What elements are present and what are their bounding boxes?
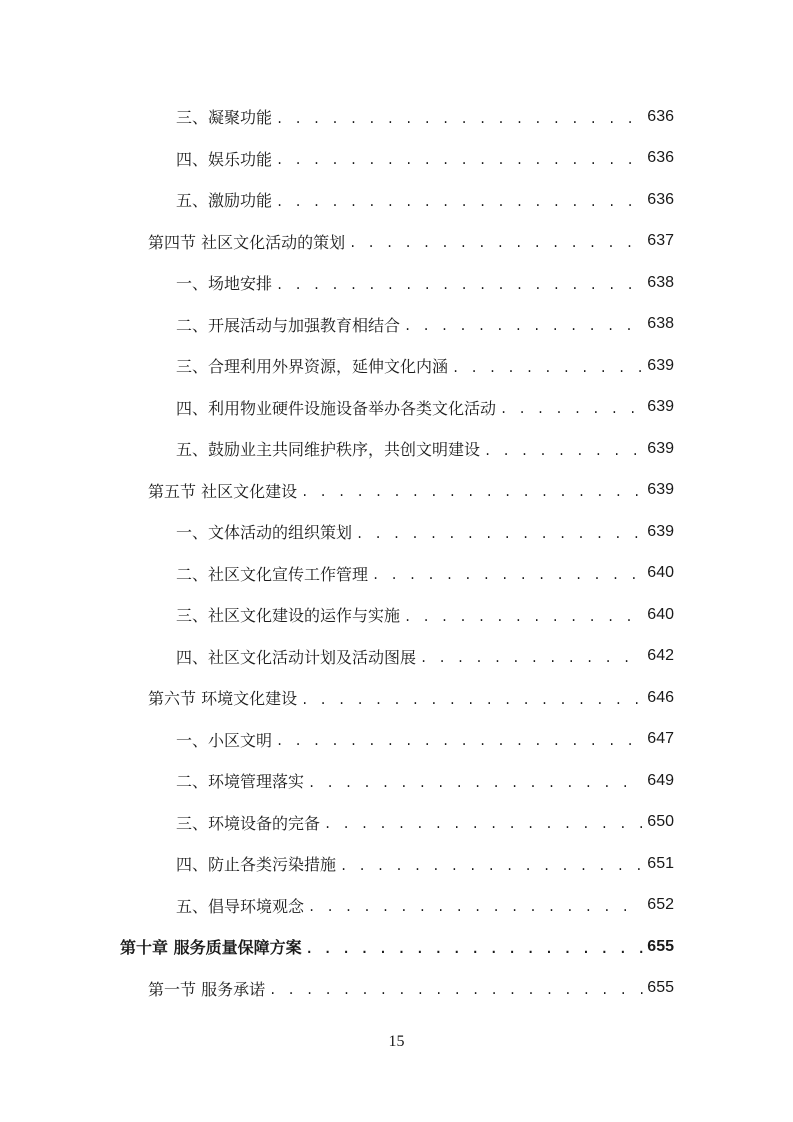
toc-subsection-entry[interactable] <box>0 428 793 470</box>
toc-subsection-entry[interactable] <box>0 636 793 678</box>
toc-entry-page: 649 <box>647 771 674 789</box>
toc-entry-page: 651 <box>647 854 674 872</box>
toc-dot-leader <box>276 110 643 126</box>
toc-entry-page: 652 <box>647 896 674 914</box>
toc-dot-leader <box>404 608 643 624</box>
toc-subsection-entry[interactable] <box>0 262 793 304</box>
toc-dot-leader <box>340 857 643 873</box>
toc-entry-title: 三、凝聚功能 <box>176 108 273 128</box>
toc-entry-title: 三、合理利用外界资源，延伸文化内涵 <box>176 357 449 377</box>
toc-dot-leader <box>276 276 643 292</box>
toc-dot-leader <box>301 483 643 499</box>
toc-subsection-entry[interactable] <box>0 594 793 636</box>
table-of-contents <box>0 96 793 1009</box>
toc-entry-page: 639 <box>647 398 674 416</box>
toc-entry-title: 一、小区文明 <box>176 730 273 750</box>
toc-entry-title: 四、社区文化活动计划及活动图展 <box>176 647 417 667</box>
toc-entry-title: 第十章 服务质量保障方案 <box>120 938 302 958</box>
toc-dot-leader <box>500 400 643 416</box>
toc-subsection-entry[interactable] <box>0 179 793 221</box>
toc-section-entry[interactable] <box>0 470 793 512</box>
toc-dot-leader <box>452 359 643 375</box>
toc-entry-page: 642 <box>647 647 674 665</box>
toc-entry-title: 五、倡导环境观念 <box>176 896 305 916</box>
toc-dot-leader <box>324 815 643 831</box>
toc-dot-leader <box>301 691 643 707</box>
toc-dot-leader <box>420 649 643 665</box>
toc-entry-page: 647 <box>647 730 674 748</box>
toc-entry-title: 一、场地安排 <box>176 274 273 294</box>
toc-entry-page: 639 <box>647 439 674 457</box>
toc-subsection-entry[interactable] <box>0 304 793 346</box>
toc-entry-page: 638 <box>647 315 674 333</box>
toc-subsection-entry[interactable] <box>0 138 793 180</box>
toc-entry-page: 639 <box>647 481 674 499</box>
toc-subsection-entry[interactable] <box>0 885 793 927</box>
toc-dot-leader <box>356 525 643 541</box>
toc-entry-page: 639 <box>647 522 674 540</box>
toc-entry-title: 第一节 服务承诺 <box>148 979 266 999</box>
toc-subsection-entry[interactable] <box>0 802 793 844</box>
toc-subsection-entry[interactable] <box>0 719 793 761</box>
toc-dot-leader <box>276 193 643 209</box>
toc-section-entry[interactable] <box>0 677 793 719</box>
toc-entry-page: 646 <box>647 688 674 706</box>
toc-entry-page: 639 <box>647 356 674 374</box>
toc-section-entry[interactable] <box>0 968 793 1010</box>
toc-dot-leader <box>372 566 643 582</box>
toc-subsection-entry[interactable] <box>0 553 793 595</box>
toc-entry-title: 二、社区文化宣传工作管理 <box>176 564 369 584</box>
toc-dot-leader <box>349 234 643 250</box>
toc-entry-title: 四、利用物业硬件设施设备举办各类文化活动 <box>176 398 497 418</box>
toc-dot-leader <box>276 151 643 167</box>
toc-entry-page: 637 <box>647 232 674 250</box>
toc-entry-title: 三、社区文化建设的运作与实施 <box>176 606 401 626</box>
toc-entry-title: 四、娱乐功能 <box>176 149 273 169</box>
toc-entry-title: 三、环境设备的完备 <box>176 813 321 833</box>
toc-entry-title: 第四节 社区文化活动的策划 <box>148 232 346 252</box>
toc-chapter-entry[interactable] <box>0 926 793 968</box>
toc-subsection-entry[interactable] <box>0 843 793 885</box>
toc-entry-page: 636 <box>647 190 674 208</box>
toc-entry-title: 五、激励功能 <box>176 191 273 211</box>
toc-entry-page: 655 <box>647 979 674 997</box>
toc-entry-title: 一、文体活动的组织策划 <box>176 523 353 543</box>
toc-entry-page: 638 <box>647 273 674 291</box>
toc-entry-page: 640 <box>647 605 674 623</box>
toc-dot-leader <box>276 732 643 748</box>
toc-section-entry[interactable] <box>0 221 793 263</box>
toc-subsection-entry[interactable] <box>0 760 793 802</box>
toc-subsection-entry[interactable] <box>0 511 793 553</box>
toc-entry-page: 640 <box>647 564 674 582</box>
toc-entry-title: 二、环境管理落实 <box>176 772 305 792</box>
toc-dot-leader <box>269 981 643 997</box>
toc-dot-leader <box>484 442 643 458</box>
toc-entry-page: 650 <box>647 813 674 831</box>
toc-entry-title: 第六节 环境文化建设 <box>148 689 298 709</box>
toc-subsection-entry[interactable] <box>0 96 793 138</box>
toc-entry-page: 655 <box>647 937 674 955</box>
toc-dot-leader <box>308 774 643 790</box>
toc-entry-title: 二、开展活动与加强教育相结合 <box>176 315 401 335</box>
page-number: 15 <box>388 1033 405 1050</box>
toc-entry-page: 636 <box>647 149 674 167</box>
toc-entry-title: 五、鼓励业主共同维护秩序，共创文明建设 <box>176 440 481 460</box>
toc-subsection-entry[interactable] <box>0 387 793 429</box>
toc-subsection-entry[interactable] <box>0 345 793 387</box>
toc-dot-leader <box>404 317 643 333</box>
toc-dot-leader <box>306 940 644 956</box>
toc-entry-page: 636 <box>647 107 674 125</box>
toc-entry-title: 四、防止各类污染措施 <box>176 855 337 875</box>
toc-dot-leader <box>308 898 643 914</box>
toc-entry-title: 第五节 社区文化建设 <box>148 481 298 501</box>
